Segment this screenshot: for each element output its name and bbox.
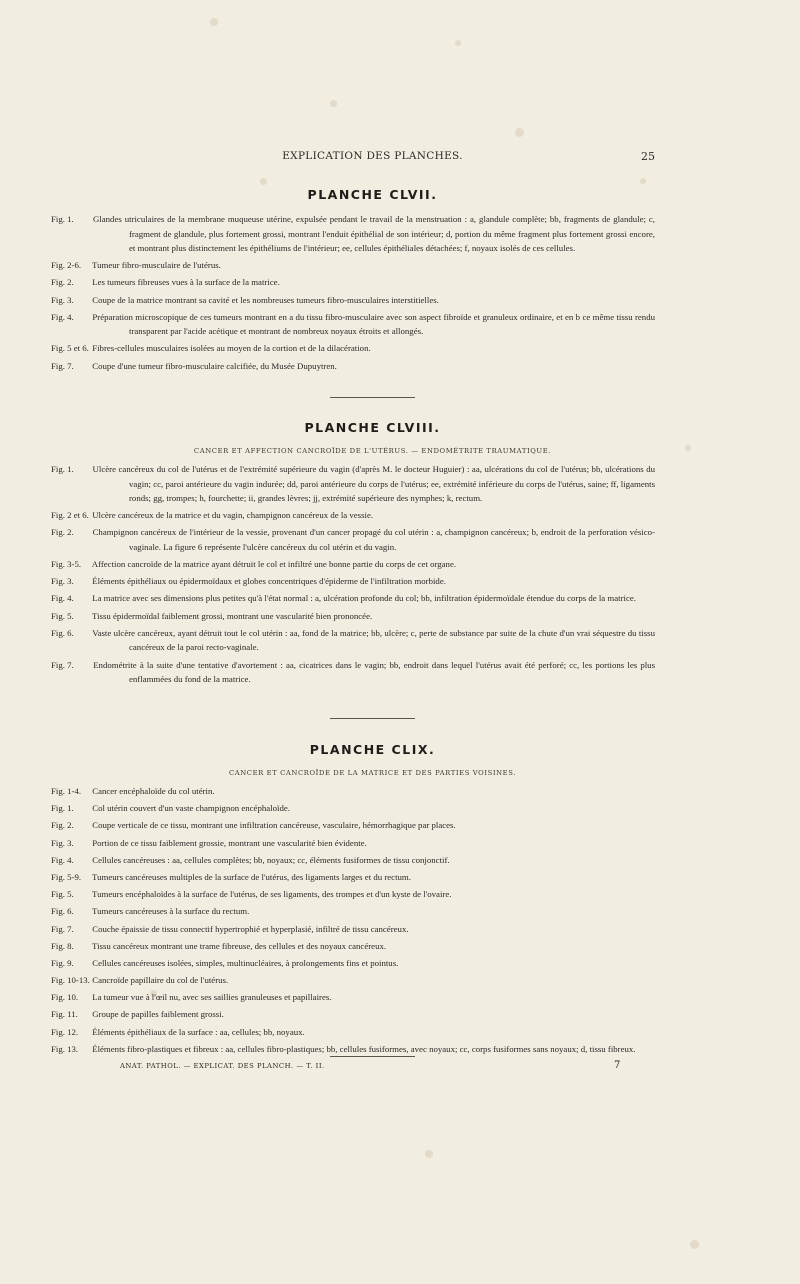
paper-spot [515,128,524,137]
section-heading: PLANCHE CLIX. [309,742,436,757]
figure-entry: Fig. 2-6. Tumeur fibro-musculaire de l'utérus. [51,260,221,271]
figure-entry: Fig. 1. Glandes utriculaires de la membrane muqueuse utérine, expulsée pendant le travail de la menstruation : a, glandule complète; bb, fragments de glandule; c, fragment de glandule, plus fortement grossi, montrant l'enduit épithélial de son intérieur; d, portion du même fragment plus fortement grossi encore, et montrant plus distinctement les épithéliums de l'intérieur; ee, cellules épithéliales détachées; f, noyaux isolés de ces cellules. [51,214,655,253]
figure-entry: Fig. 5. Tissu épidermoïdal faiblement grossi, montrant une vascularité bien prononcée. [51,610,373,621]
figure-entry: Fig. 7. Coupe d'une tumeur fibro-musculaire calcifiée, du Musée Dupuytren. [51,360,337,371]
figure-entry: Fig. 6. Vaste ulcère cancéreux, ayant détruit tout le col utérin : aa, fond de la matrice; bb, ulcère; c, perte de substance par suite de la chute d'un vrai séquestre du tissu cancéreux de la paroi recto-vaginale. [51,627,655,653]
figure-entry: Fig. 5. Tumeurs encéphaloïdes à la surface de l'utérus, de ses ligaments, des trompes et d'un kyste de l'ovaire. [51,889,452,900]
paper-spot [690,1240,699,1249]
figure-caption: Éléments fibro-plastiques et fibreux : aa, cellules fibro-plastiques; bb, cellules fusiformes, avec noyaux; cc, corps fusiformes sans noyaux; d, tissu fibreux. [92,1043,636,1054]
figure-entry: Fig. 6. Tumeurs cancéreuses à la surface du rectum. [51,906,250,917]
figure-caption: Cancer encéphaloïde du col utérin. [92,786,215,796]
figure-entry: Fig. 11. Groupe de papilles faiblement grossi. [51,1009,224,1020]
figure-entry: Fig. 7. Couche épaissie de tissu connectif hypertrophié et hyperplasié, infiltré de tissu cancéreux. [51,923,409,934]
figure-entry: Fig. 2. Les tumeurs fibreuses vues à la surface de la matrice. [51,277,280,288]
figure-entry: Fig. 10-13. Cancroïde papillaire du col de l'utérus. [51,975,229,986]
figure-entry: Fig. 5-9. Tumeurs cancéreuses multiples de la surface de l'utérus, des ligaments larges et du rectum. [51,871,411,882]
figure-caption: Ulcère cancéreux de la matrice et du vagin, champignon cancéreux de la vessie. [92,510,374,521]
figure-entry: Fig. 4. Cellules cancéreuses : aa, cellules complètes; bb, noyaux; cc, éléments fusiformes de tissu conjonctif. [51,854,450,865]
paper-spot [640,178,646,184]
figure-entry: Fig. 1. Col utérin couvert d'un vaste champignon encéphaloïde. [51,803,290,814]
section-subheading: CANCER ET AFFECTION CANCROÏDE DE L'UTÉRUS. — ENDOMÉTRITE TRAUMATIQUE. [193,447,552,455]
figure-caption: Glandes utriculaires de la membrane muqueuse utérine, expulsée pendant le travail de la menstruation : a, glandule complète; bb, fragments de glandule; c, fragment de glandule, plus fortement grossi, montrant l'enduit épithélial de son intérieur; d, portion du même fragment plus fortement grossi encore, et montrant plus distinctement les épithéliums de l'intérieur; ee, cellules épithéliales détachées; f, noyaux isolés de ces cellules. [92,214,655,253]
running-head [90,150,655,166]
figure-caption: Portion de ce tissu faiblement grossie, montrant une vascularité bien évidente. [92,837,367,848]
figure-caption: Coupe d'une tumeur fibro-musculaire calcifiée, du Musée Dupuytren. [92,360,337,371]
figure-caption: La matrice avec ses dimensions plus petites qu'à l'état normal : a, ulcération profonde du col; bb, infiltration épidermoïdale étendue du corps de la matrice. [92,593,636,604]
figure-entry: Fig. 10. La tumeur vue à l'œil nu, avec ses saillies granuleuses et papillaires. [51,992,332,1003]
figure-caption: Fibres-cellules musculaires isolées au moyen de la cortion et de la dilacération. [92,343,371,354]
paper-spot [330,100,337,107]
figure-caption: La tumeur vue à l'œil nu, avec ses saillies granuleuses et papillaires. [92,992,332,1003]
figure-caption: Affection cancroïde de la matrice ayant détruit le col et infiltré une bonne partie du corps de cet organe. [91,559,457,570]
running-head-title: EXPLICATION DES PLANCHES. [282,150,463,162]
page-number: 25 [641,150,655,163]
figure-caption: Les tumeurs fibreuses vues à la surface de la matrice. [92,277,280,288]
paper-spot [425,1150,433,1158]
figure-caption: Endométrite à la suite d'une tentative d'avortement : aa, cicatrices dans le vagin; bb, endroit dans lequel l'utérus avait été perforé; cc, les portions les plus enflammées du fond de la matrice. [93,659,655,684]
figure-entry: Fig. 4. Préparation microscopique de ces tumeurs montrant en a du tissu fibro-musculaire avec son aspect fibroïde et granuleux ordinaire, et en b ce même tissu rendu transparent par l'acide acétique et montrant de nombreux noyaux étroits et allongés. [51,311,655,337]
figure-entry: Fig. 5 et 6. Fibres-cellules musculaires isolées au moyen de la cortion et de la dilacération. [51,343,371,354]
entry-list [51,212,655,376]
figure-entry: Fig. 1. Ulcère cancéreux du col de l'utérus et de l'extrémité supérieure du vagin (d'après M. le docteur Huguier) : aa, ulcérations du col de l'utérus; bb, ulcérations du vagin; cc, paroi antérieure du vagin indurée; dd, paroi antérieure du corps de l'utérus; ee, extrémité inférieure du corps de l'utérus, saine; ff, ligaments ronds; gg, trompes; h, fourchette; ii, grandes lèvres; jj, extrémité supérieure des nymphes; k, rectum. [51,464,655,503]
figure-caption: Groupe de papilles faiblement grossi. [92,1009,224,1020]
paper-spot [210,18,218,26]
footer-signature: ANAT. PATHOL. — EXPLICAT. DES PLANCH. — T. II. [120,1062,325,1070]
figure-entry: Fig. 2 et 6. Ulcère cancéreux de la matrice et du vagin, champignon cancéreux de la vessie. [51,510,374,521]
figure-caption: Tissu épidermoïdal faiblement grossi, montrant une vascularité bien prononcée. [92,610,373,621]
entry-list [51,462,655,689]
figure-caption: Coupe de la matrice montrant sa cavité et les nombreuses tumeurs fibro-musculaires interstitielles. [92,294,439,305]
figure-caption: Cellules cancéreuses : aa, cellules complètes; bb, noyaux; cc, éléments fusiformes de tissu conjonctif. [92,854,450,865]
figure-entry: Fig. 3. Portion de ce tissu faiblement grossie, montrant une vascularité bien évidente. [51,837,367,848]
figure-caption: Préparation microscopique de ces tumeurs montrant en a du tissu fibro-musculaire avec son aspect fibroïde et granuleux ordinaire, et en b ce même tissu rendu transparent par l'acide acétique et montrant de nombreux noyaux étroits et allongés. [92,311,655,337]
figure-caption: Coupe verticale de ce tissu, montrant une infiltration cancéreuse, vasculaire, hémorrhagique par places. [92,820,456,831]
figure-caption: Tumeurs cancéreuses multiples de la surface de l'utérus, des ligaments larges et du rectum. [92,871,411,882]
figure-entry: Fig. 3. Coupe de la matrice montrant sa cavité et les nombreuses tumeurs fibro-musculaires interstitielles. [51,294,439,305]
figure-entry: Fig. 2. Coupe verticale de ce tissu, montrant une infiltration cancéreuse, vasculaire, hémorrhagique par places. [51,820,456,831]
figure-entry: Fig. 9. Cellules cancéreuses isolées, simples, multinucléaires, à prolongements fins et pointus. [51,957,399,968]
section-heading: PLANCHE CLVII. [307,187,438,202]
figure-caption: Éléments épithéliaux de la surface : aa, cellules; bb, noyaux. [92,1026,305,1037]
figure-entry: Fig. 3-5. Affection cancroïde de la matrice ayant détruit le col et infiltré une bonne partie du corps de cet organe. [51,559,457,570]
footer-divider [330,1056,415,1057]
figure-caption: Couche épaissie de tissu connectif hypertrophié et hyperplasié, infiltré de tissu cancéreux. [92,923,409,934]
section-heading: PLANCHE CLVIII. [304,420,441,435]
paper-spot [455,40,461,46]
section-divider [330,718,415,719]
figure-caption: Col utérin couvert d'un vaste champignon encéphaloïde. [92,803,290,814]
figure-entry: Fig. 7. Endométrite à la suite d'une tentative d'avortement : aa, cicatrices dans le vagin; bb, endroit dans lequel l'utérus avait été perforé; cc, les portions les plus enflammées du fond de la matrice. [51,659,655,684]
figure-entry: Fig. 4. La matrice avec ses dimensions plus petites qu'à l'état normal : a, ulcération profonde du col; bb, infiltration épidermoïdale étendue du corps de la matrice. [51,593,636,604]
figure-caption: Vaste ulcère cancéreux, ayant détruit tout le col utérin : aa, fond de la matrice; bb, ulcère; c, perte de substance par suite de la chute d'un vrai séquestre du tissu cancéreux de la paroi recto-vaginale. [92,627,655,653]
figure-entry: Fig. 1-4. Cancer encéphaloïde du col utérin. [51,786,215,796]
section-subheading: CANCER ET CANCROÏDE DE LA MATRICE ET DES PARTIES VOISINES. [228,769,517,777]
figure-caption: Tissu cancéreux montrant une trame fibreuse, des cellules et des noyaux cancéreux. [92,940,387,951]
paper-spot [260,178,267,185]
figure-entry: Fig. 12. Éléments épithéliaux de la surface : aa, cellules; bb, noyaux. [51,1026,305,1037]
figure-caption: Éléments épithéliaux ou épidermoïdaux et globes concentriques d'épiderme de l'infiltration morbide. [92,576,446,587]
figure-entry: Fig. 3. Éléments épithéliaux ou épidermoïdaux et globes concentriques d'épiderme de l'infiltration morbide. [51,576,446,587]
section-divider [330,397,415,398]
figure-caption: Tumeurs cancéreuses à la surface du rectum. [92,906,250,917]
figure-caption: Champignon cancéreux de l'intérieur de la vessie, provenant d'un cancer propagé du col utérin : a, champignon cancéreux; b, endroit de la perforation vésico-vaginale. La figure 6 représente l'ulcère cancéreux du col utérin et du vagin. [92,527,655,552]
figure-caption: Tumeur fibro-musculaire de l'utérus. [92,260,221,271]
figure-entry: Fig. 8. Tissu cancéreux montrant une trame fibreuse, des cellules et des noyaux cancéreux. [51,940,387,951]
figure-caption: Ulcère cancéreux du col de l'utérus et de l'extrémité supérieure du vagin (d'après M. le docteur Huguier) : aa, ulcérations du col de l'utérus; bb, ulcérations du vagin; cc, paroi antérieure du vagin indurée; dd, paroi antérieure du corps de l'utérus; ee, extrémité inférieure du corps de l'utérus, saine; ff, ligaments ronds; gg, trompes; h, fourchette; ii, grandes lèvres; jj, extrémité supérieure des nymphes; k, rectum. [92,464,655,503]
paper-spot [685,445,691,451]
figure-entry: Fig. 13. Éléments fibro-plastiques et fibreux : aa, cellules fibro-plastiques; bb, cellules fusiformes, avec noyaux; cc, corps fusiformes sans noyaux; d, tissu fibreux. [51,1043,636,1054]
figure-entry: Fig. 2. Champignon cancéreux de l'intérieur de la vessie, provenant d'un cancer propagé du col utérin : a, champignon cancéreux; b, endroit de la perforation vésico-vaginale. La figure 6 représente l'ulcère cancéreux du col utérin et du vagin. [51,527,655,552]
figure-caption: Cancroïde papillaire du col de l'utérus. [92,975,229,986]
figure-caption: Tumeurs encéphaloïdes à la surface de l'utérus, de ses ligaments, des trompes et d'un kyste de l'ovaire. [92,889,452,900]
footer-sheet-number: 7 [614,1060,621,1071]
entry-list [51,784,655,1059]
figure-caption: Cellules cancéreuses isolées, simples, multinucléaires, à prolongements fins et pointus. [92,957,399,968]
